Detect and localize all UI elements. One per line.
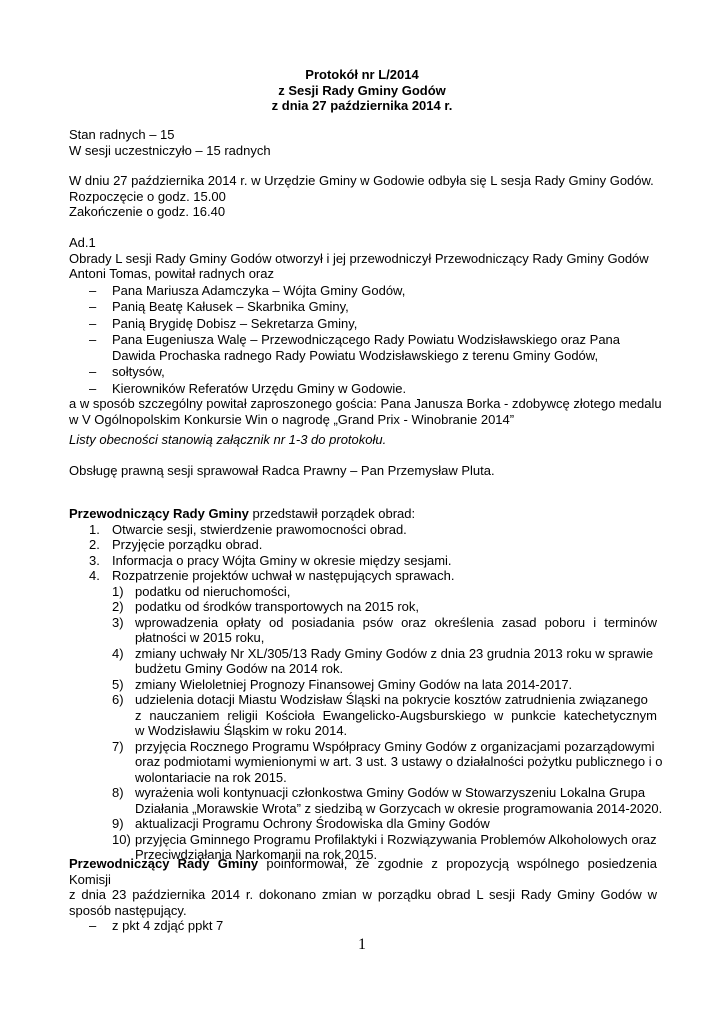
changes-line1: Przewodniczący Rady Gminy poinformował, że zgodnie z propozycją wspólnego posiedzenia Komisji [69,856,657,887]
agenda-subitem: 7) przyjęcia Rocznego Programu Współpracy Gminy Godów z organizacjami pozarządowymi [112,738,655,754]
changes-line3: sposób następujący. [69,902,187,918]
agenda-changes-section [69,856,657,934]
agenda-subitem-continuation: wolontariacie na rok 2015. [135,769,287,785]
greeting-item: – Pana Eugeniusza Walę – Przewodniczącego Rady Powiatu Wodzisławskiego oraz Pana [89,332,621,347]
agenda-subitem-continuation: Przeciwdziałania Narkomanii na rok 2015. [135,847,378,862]
dash-bullet: – [89,315,97,331]
agenda-subitem-continuation: Działania „Morawskie Wrota” z siedzibą w Gorzycach w okresie programowania 2014-2020. [135,800,663,816]
agenda-subitem: 9) aktualizacji Programu Ochrony Środowiska dla Gminy Godów [112,816,490,831]
session-statement: W dniu 27 października 2014 r. w Urzędzie Gminy w Godowie odbyła się L sesja Rady Gminy Godów. [69,173,654,188]
changes-line2: z dnia 23 października 2014 r. dokonano zmian w porządku obrad L sesji Rady Gminy Godów w [69,887,657,902]
agenda-subitem: 1) podatku od nieruchomości, [112,583,291,599]
session-start: Rozpoczęcie o godz. 15.00 [69,188,226,204]
dash-bullet: – [89,332,97,347]
title-date: z dnia 27 października 2014 r. [271,98,453,113]
attendance-lists-note: Listy obecności stanowią załącznik nr 1-3 do protokołu. [69,432,387,447]
dash-bullet: – [89,364,97,379]
agenda-item: 2. Przyjęcie porządku obrad. [89,537,263,552]
agenda-subitem-continuation: oraz podmiotami wymienionymi w art. 3 ust. 3 ustawy o działalności pożytku publicznego i o [135,754,663,769]
agenda-item: 4. Rozpatrzenie projektów uchwał w następujących sprawach. [89,568,455,583]
ad1-intro-line1: Obrady L sesji Rady Gminy Godów otworzył i jej przewodniczył Przewodniczący Rady Gminy Godów [69,250,649,266]
agenda-subitem-continuation: z nauczaniem religii Kościoła Ewangelicko-Augsburskiego w punkcie katechetycznym [135,707,657,723]
agenda-subitem-continuation: budżetu Gminy Godów na 2014 rok. [135,661,344,676]
ad1-intro-line2: Antoni Tomas, powitał radnych oraz [69,266,274,281]
agenda-subitem: 10) przyjęcia Gminnego Programu Profilaktyki i Rozwiązywania Problemów Alkoholowych oraz [112,831,657,847]
dash-bullet: – [89,380,97,396]
agenda-subitem-continuation: w Wodzisławiu Śląskim w roku 2014. [135,723,348,738]
agenda-subitem-continuation: płatności w 2015 roku, [135,630,265,645]
greeting-item: – sołtysów, [89,364,165,379]
guest-greeting-line1: a w sposób szczególny powitał zaproszonego gościa: Pana Janusza Borka - zdobywcę złotego medalu [69,396,662,411]
session-info-block [69,173,657,220]
session-end: Zakończenie o godz. 16.40 [69,204,226,219]
greeting-item-continuation: Dawida Prochaska radnego Rady Powiatu Wodzisławskiego z terenu Gminy Godów, [112,347,599,363]
title-protocol-number: Protokół nr L/2014 [305,67,419,82]
dash-bullet: – [89,282,97,298]
agenda-lead: Przewodniczący Rady Gminy przedstawił porządek obrad: [69,506,416,521]
greeting-item: – Panią Beatę Kałusek – Skarbnika Gminy, [89,299,349,314]
agenda-subitem: 5) zmiany Wieloletniej Prognozy Finansowej Gminy Godów na lata 2014-2017. [112,676,573,692]
chairman-label: Przewodniczący Rady Gminy [69,506,249,521]
agenda-subitem: 3) wprowadzenia opłaty od posiadania psów oraz określenia zasad poboru i terminów [112,614,657,630]
ad1-heading: Ad.1 [69,235,96,250]
agenda-item: 3. Informacja o pracy Wójta Gminy w okresie między sesjami. [89,552,452,568]
greeting-item: – Kierowników Referatów Urzędu Gminy w Godowie. [89,380,407,396]
dash-bullet: – [89,299,97,314]
agenda-item: 1. Otwarcie sesji, stwierdzenie prawomocności obrad. [89,521,407,537]
changes-item: – z pkt 4 zdjąć ppkt 7 [89,918,224,933]
attendance-block [69,127,657,158]
agenda-subitem: 4) zmiany uchwały Nr XL/305/13 Rady Gminy Godów z dnia 23 grudnia 2013 roku w sprawie [112,645,654,661]
attendance-present: W sesji uczestniczyło – 15 radnych [69,142,271,158]
greeting-item: – Pana Mariusza Adamczyka – Wójta Gminy Godów, [89,282,406,298]
agenda-subitem: 8) wyrażenia woli kontynuacji członkostwa Gminy Godów w Stowarzyszeniu Lokalna Grupa [112,785,646,800]
guest-greeting-line2: w V Ogólnopolskim Konkursie Win o nagrodę „Grand Prix - Winobranie 2014” [69,411,515,427]
title-session: z Sesji Rady Gminy Godów [278,82,446,98]
ad1-section [69,235,662,427]
agenda-subitem: 2) podatku od środków transportowych na 2015 rok, [112,599,420,614]
agenda-subitem: 6) udzielenia dotacji Miastu Wodzisław Śląski na pokrycie kosztów zatrudnienia związanego [112,692,648,707]
dash-bullet: – [89,918,97,933]
greeting-item: – Panią Brygidę Dobisz – Sekretarza Gminy, [89,315,358,331]
agenda-section [69,506,663,863]
legal-service-note: Obsługę prawną sesji sprawował Radca Prawny – Pan Przemysław Pluta. [69,463,495,478]
document-title [0,67,724,114]
attendance-total: Stan radnych – 15 [69,127,175,142]
page-number: 1 [358,936,366,953]
chairman-label: Przewodniczący Rady Gminy [69,856,259,871]
